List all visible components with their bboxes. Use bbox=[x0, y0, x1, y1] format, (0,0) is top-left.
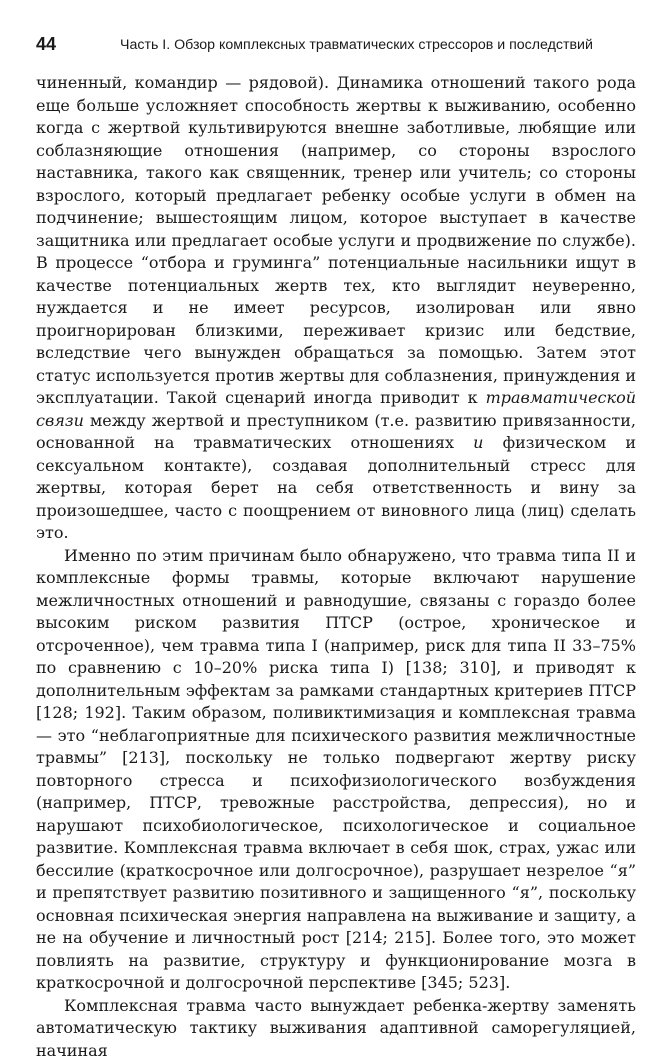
paragraph-1-text-b: между жертвой и преступником (т.е. развитию привязанности, основанной на травматических отношениях bbox=[36, 411, 636, 453]
paragraph-1 bbox=[36, 72, 636, 545]
paragraph-3: Комплексная травма часто вынуждает ребенка-жертву заменять автоматическую тактику выживания адаптивной саморегуляцией, начиная bbox=[36, 995, 636, 1062]
paragraph-1-text-a: чиненный, командир — рядовой). Динамика отношений такого рода еще больше усложняет способность жертвы к выживанию, особенно когда с жертвой культивируются внешне заботливые, любящие или соблазняющие отношения (например, со стороны взрослого наставника, такого как священник, тренер или учитель; со стороны взрослого, который предлагает ребенку особые услуги в обмен на подчинение; вышестоящим лицом, которое выступает в качестве защитника или предлагает особые услуги и продвижение по службе). В процессе “отбора и груминга” потенциальные насильники ищут в качестве потенциальных жертв тех, кто выглядит неуверенно, нуждается и не имеет ресурсов, изолирован или явно проигнорирован близкими, переживает кризис или бедствие, вследствие чего вынужден обращаться за помощью. Затем этот статус используется против жертвы для соблазнения, принуждения и эксплуатации. Такой сценарий иногда приводит к bbox=[36, 73, 636, 407]
paragraph-2: Именно по этим причинам было обнаружено, что травма типа II и комплексные формы травмы, которые включают нарушение межличностных отношений и равнодушие, связаны с гораздо более высоким риском развития ПТСР (острое, хроническое и отсроченное), чем травма типа I (например, риск для типа II 33–75% по сравнению с 10–20% риска типа I) [138; 310], и приводят к дополнительным эффектам за рамками стандартных критериев ПТСР [128; 192]. Таким образом, поливиктимизация и комплексная травма — это “неблагоприятные для психического развития межличностные травмы” [213], поскольку не только подвергают жертву риску повторного стресса и психофизиологического возбуждения (например, ПТСР, тревожные расстройства, депрессия), но и нарушают психобиологическое, психологическое и социальное развитие. Комплексная травма включает в себя шок, страх, ужас или бессилие (краткосрочное или долгосрочное), разрушает незрелое “я” и препятствует развитию позитивного и защищенного “я”, поскольку основная психическая энергия направлена на выживание и защиту, а не на обучение и личностный рост [214; 215]. Более того, это может повлиять на развитие, структуру и функционирование мозга в краткосрочной и долгосрочной перспективе [345; 523]. bbox=[36, 545, 636, 995]
page-number: 44 bbox=[36, 33, 56, 55]
running-head bbox=[36, 33, 636, 55]
chapter-title: Часть I. Обзор комплексных травматических стрессоров и последствий bbox=[120, 35, 593, 55]
paragraph-1-text-c: физическом и сексуальном контакте), создавая дополнительный стресс для жертвы, которая берет на себя ответственность и вину за произошедшее, часто с поощрением от виновного лица (лиц) сделать это. bbox=[36, 433, 636, 542]
body-text bbox=[36, 72, 636, 1062]
italic-term-traumatic-bond: травматической связи bbox=[36, 388, 636, 430]
italic-conjunction: и bbox=[473, 433, 483, 452]
